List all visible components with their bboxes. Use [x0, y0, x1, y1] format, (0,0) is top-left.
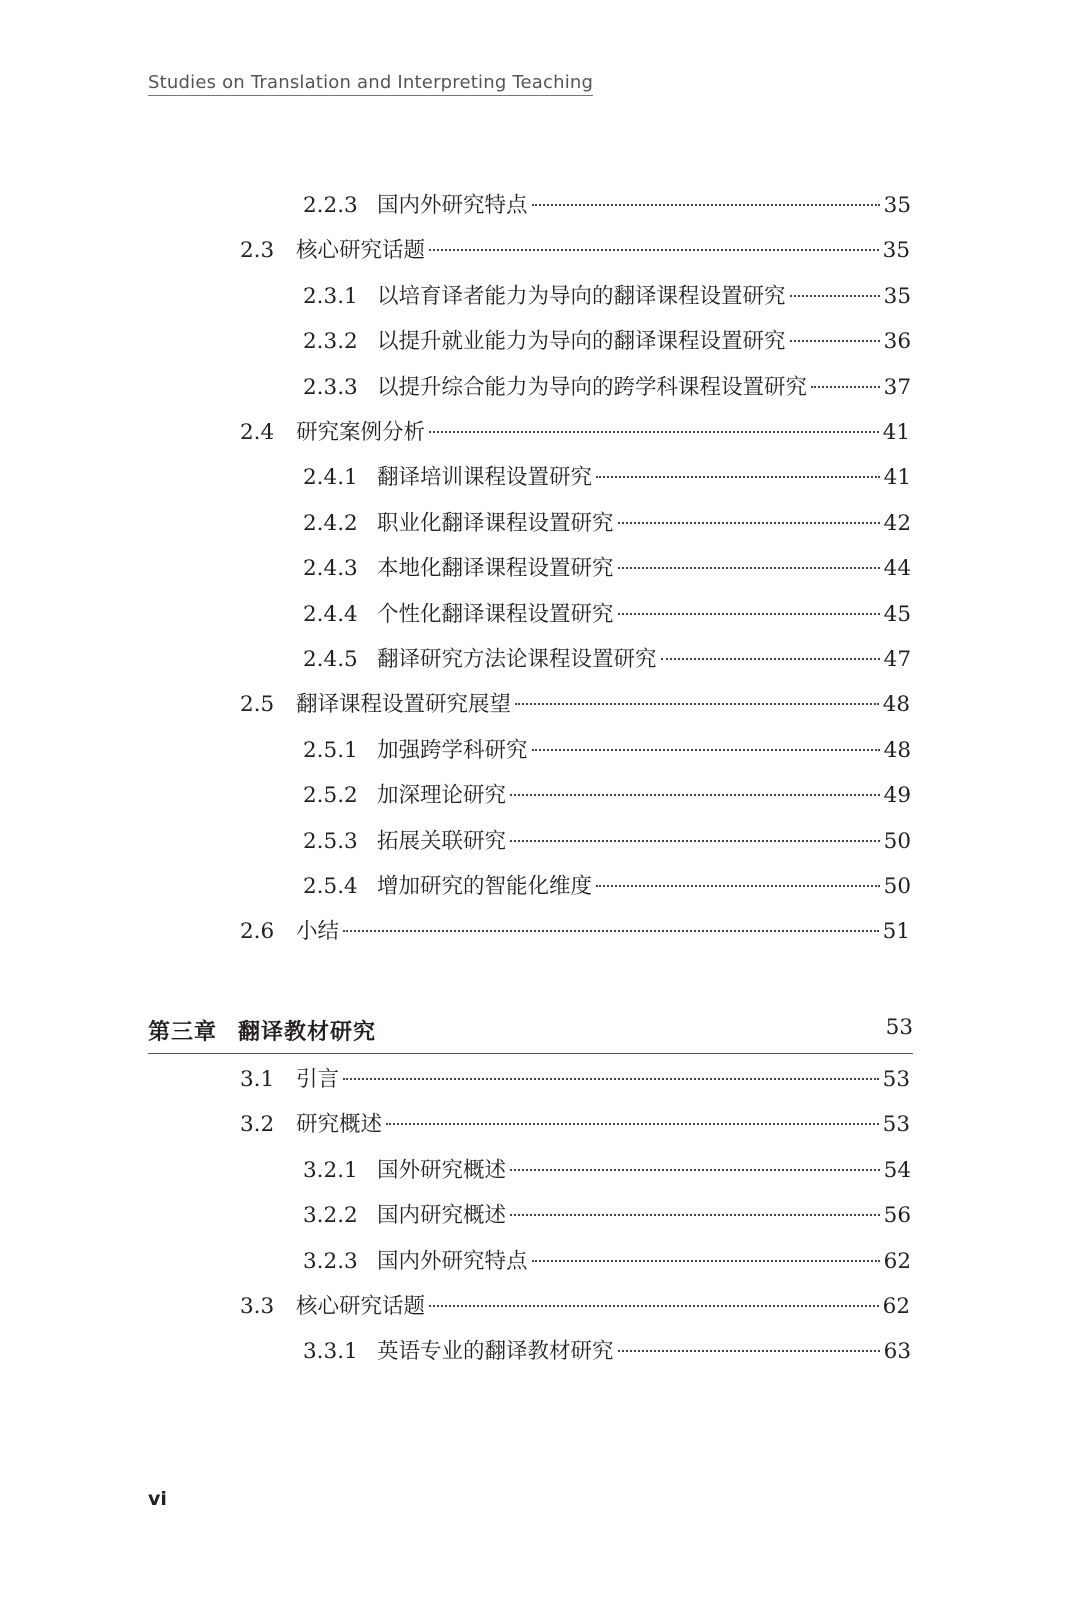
toc-entry-page: 56: [883, 1203, 911, 1229]
toc-entry-title: 拓展关联研究: [377, 828, 507, 854]
toc-entry[interactable]: [240, 912, 910, 952]
toc-entry-title: 增加研究的智能化维度: [377, 874, 593, 899]
toc-entry-title: 个性化翻译课程设置研究: [377, 601, 614, 627]
toc-entry-title: 引言: [296, 1067, 340, 1092]
toc-entry[interactable]: [240, 413, 910, 453]
toc-entry-page: 35: [883, 193, 911, 218]
toc-dot-leader: [429, 249, 879, 251]
toc-entry-number: 2.3.1: [303, 283, 358, 309]
toc-dot-leader: [661, 658, 880, 660]
toc-entry-page: 53: [882, 1067, 910, 1092]
toc-entry-number: 2.3.3: [303, 374, 358, 400]
toc-entry[interactable]: [303, 549, 911, 589]
toc-entry-number: 3.3.1: [303, 1339, 358, 1365]
chapter-label: 第三章: [148, 1020, 218, 1045]
toc-dot-leader: [596, 885, 880, 887]
toc-entry-title: 翻译课程设置研究展望: [296, 692, 512, 718]
toc-dot-leader: [532, 204, 880, 206]
toc-entry-page: 36: [883, 329, 911, 355]
toc-entry[interactable]: [303, 1151, 911, 1191]
toc-entry-number: 2.4.2: [303, 510, 358, 536]
toc-dot-leader: [343, 930, 879, 932]
toc-entry-title: 职业化翻译课程设置研究: [377, 510, 614, 536]
toc-entry-number: 2.3.2: [303, 329, 358, 355]
toc-entry-title: 以培育译者能力为导向的翻译课程设置研究: [377, 283, 786, 309]
toc-entry-page: 63: [883, 1339, 911, 1365]
toc-entry[interactable]: [303, 1332, 911, 1372]
toc-dot-leader: [532, 749, 880, 751]
toc-entry-title: 研究概述: [296, 1112, 383, 1138]
toc-entry[interactable]: [303, 1242, 911, 1282]
toc-entry-page: 41: [883, 465, 911, 491]
toc-entry-number: 2.4: [240, 420, 275, 445]
toc-entry-title: 翻译培训课程设置研究: [377, 465, 593, 491]
toc-dot-leader: [618, 1350, 880, 1352]
toc-entry-number: 2.4.1: [303, 465, 358, 491]
toc-dot-leader: [618, 613, 880, 615]
toc-entry-page: 37: [883, 374, 911, 400]
toc-entry-number: 3.2.1: [303, 1157, 358, 1183]
toc-entry-number: 2.5.2: [303, 783, 358, 809]
toc-dot-leader: [811, 386, 880, 388]
toc-entry-page: 48: [882, 692, 910, 718]
toc-entry-title: 国内外研究特点: [377, 1248, 528, 1274]
toc-dot-leader: [510, 1169, 880, 1171]
toc-entry[interactable]: [303, 504, 911, 544]
toc-dot-leader: [510, 794, 880, 796]
toc-dot-leader: [429, 1305, 879, 1307]
toc-dot-leader: [532, 1260, 880, 1262]
toc-entry-number: 2.4.5: [303, 647, 358, 672]
toc-entry-page: 47: [883, 647, 911, 672]
toc-dot-leader: [618, 567, 880, 569]
toc-entry-number: 2.2.3: [303, 193, 358, 218]
toc-entry-page: 45: [883, 601, 911, 627]
toc-entry-page: 62: [882, 1294, 910, 1319]
toc-entry-title: 本地化翻译课程设置研究: [377, 556, 614, 582]
toc-dot-leader: [429, 431, 879, 433]
toc-entry-page: 49: [883, 783, 911, 809]
toc-entry-number: 2.5.3: [303, 828, 358, 854]
toc-entry-title: 国内外研究特点: [377, 193, 528, 218]
toc-entry[interactable]: [303, 822, 911, 862]
toc-entry[interactable]: [240, 685, 910, 725]
toc-dot-leader: [790, 295, 880, 297]
toc-entry-number: 3.2.3: [303, 1248, 358, 1274]
toc-entry-page: 42: [883, 510, 911, 536]
toc-dot-leader: [790, 340, 880, 342]
toc-entry-title: 研究案例分析: [296, 420, 426, 445]
toc-entry-title: 以提升就业能力为导向的翻译课程设置研究: [377, 329, 786, 355]
toc-entry[interactable]: [303, 595, 911, 635]
toc-entry-number: 2.4.3: [303, 556, 358, 582]
toc-entry-number: 3.2: [240, 1112, 275, 1138]
toc-entry[interactable]: [303, 640, 911, 680]
toc-entry[interactable]: [303, 186, 911, 226]
toc-entry[interactable]: [303, 731, 911, 771]
page-folio: vi: [148, 1488, 167, 1510]
toc-entry-title: 加强跨学科研究: [377, 737, 528, 763]
toc-entry-page: 35: [883, 283, 911, 309]
toc-entry-number: 2.5: [240, 692, 275, 718]
toc-dot-leader: [510, 840, 880, 842]
chapter-title: 翻译教材研究: [238, 1020, 377, 1045]
toc-dot-leader: [510, 1214, 880, 1216]
toc-entry[interactable]: [240, 231, 910, 271]
toc-entry-page: 50: [883, 874, 911, 899]
toc-entry-number: 3.2.2: [303, 1203, 358, 1229]
toc-entry[interactable]: [303, 1196, 911, 1236]
toc-entry-title: 加深理论研究: [377, 783, 507, 809]
toc-entry[interactable]: [303, 322, 911, 362]
toc-entry[interactable]: [240, 1287, 910, 1327]
chapter-page-number: 53: [885, 1015, 913, 1040]
toc-entry-number: 2.3: [240, 238, 275, 264]
toc-entry-title: 英语专业的翻译教材研究: [377, 1339, 614, 1365]
toc-entry[interactable]: [303, 776, 911, 816]
toc-entry-number: 2.4.4: [303, 601, 358, 627]
toc-entry-title: 核心研究话题: [296, 1294, 426, 1319]
toc-entry-page: 41: [882, 420, 910, 445]
toc-entry-title: 国外研究概述: [377, 1157, 507, 1183]
toc-entry[interactable]: [303, 368, 911, 408]
chapter-heading[interactable]: [148, 1003, 913, 1054]
toc-entry-page: 44: [883, 556, 911, 582]
toc-dot-leader: [515, 703, 879, 705]
toc-entry[interactable]: [240, 1105, 910, 1145]
toc-entry-title: 以提升综合能力为导向的跨学科课程设置研究: [377, 374, 808, 400]
toc-entry-number: 3.3: [240, 1294, 275, 1319]
toc-entry[interactable]: [240, 1060, 910, 1100]
toc-entry-number: 2.5.1: [303, 737, 358, 763]
toc-entry-number: 2.6: [240, 919, 275, 945]
toc-entry-title: 国内研究概述: [377, 1203, 507, 1229]
toc-entry[interactable]: [303, 458, 911, 498]
toc-entry-page: 35: [882, 238, 910, 264]
toc-entry-title: 小结: [296, 919, 340, 945]
running-head: Studies on Translation and Interpreting Teaching: [148, 72, 593, 96]
toc-dot-leader: [596, 476, 880, 478]
toc-entry-page: 48: [883, 737, 911, 763]
toc-entry-page: 53: [882, 1112, 910, 1138]
toc-entry-page: 62: [883, 1248, 911, 1274]
toc-entry-number: 3.1: [240, 1067, 275, 1092]
toc-entry[interactable]: [303, 867, 911, 907]
toc-entry[interactable]: [303, 277, 911, 317]
toc-entry-page: 51: [882, 919, 910, 945]
toc-entry-title: 核心研究话题: [296, 238, 426, 264]
toc-dot-leader: [386, 1123, 879, 1125]
toc-entry-page: 50: [883, 828, 911, 854]
toc-entry-title: 翻译研究方法论课程设置研究: [377, 647, 657, 672]
toc-entry-number: 2.5.4: [303, 874, 358, 899]
toc-dot-leader: [343, 1078, 879, 1080]
toc-dot-leader: [618, 522, 880, 524]
toc-entry-page: 54: [883, 1157, 911, 1183]
